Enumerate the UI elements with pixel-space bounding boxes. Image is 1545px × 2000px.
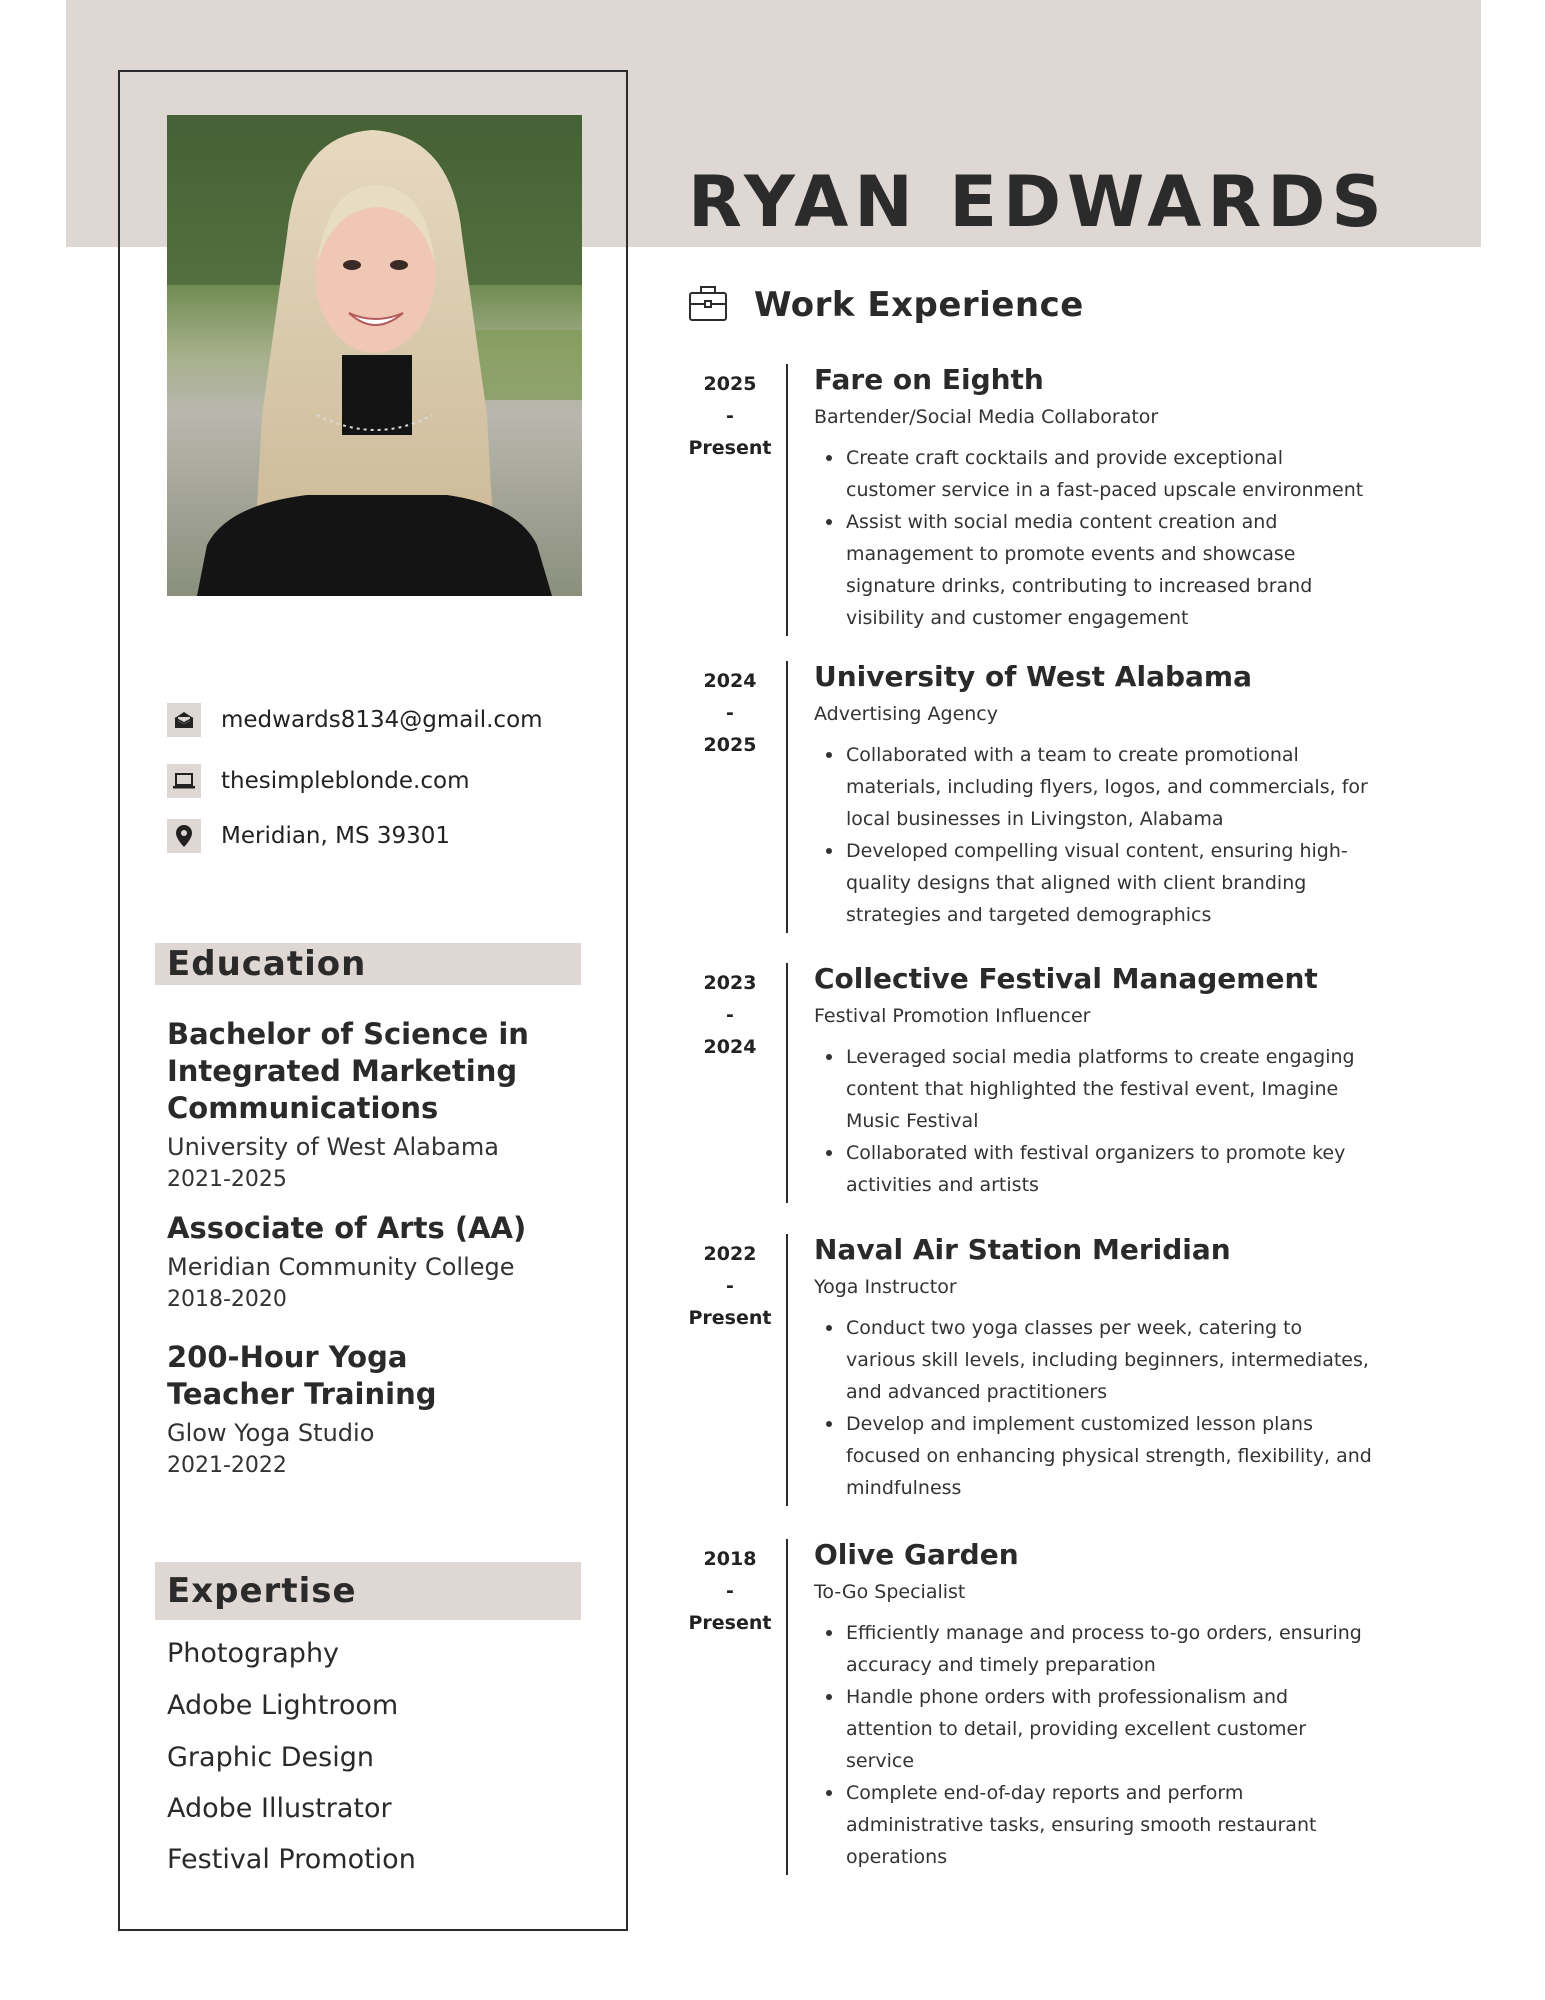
job-bullet: Develop and implement customized lesson plans focused on enhancing physical strength, flexibility, and mindfulness — [846, 1408, 1374, 1504]
education-item — [167, 1210, 587, 1315]
job-bullets — [814, 739, 1374, 931]
expertise-item: Adobe Lightroom — [167, 1690, 399, 1721]
job-body — [814, 659, 1374, 931]
candidate-name: RYAN EDWARDS — [688, 161, 1388, 243]
contact-website[interactable]: thesimpleblonde.com — [221, 768, 470, 794]
job-dates — [680, 967, 780, 1063]
education-degree: Bachelor of Science in Integrated Marketing Communications — [167, 1017, 529, 1125]
job-bullet: Collaborated with festival organizers to promote key activities and artists — [846, 1137, 1374, 1201]
job-body — [814, 1537, 1374, 1873]
job-bullets — [814, 442, 1374, 634]
job-company: University of West Alabama — [814, 660, 1252, 693]
education-years: 2021-2022 — [167, 1453, 287, 1478]
job-end: 2025 — [703, 734, 757, 756]
job-bullet: Collaborated with a team to create promotional materials, including flyers, logos, and commercials, for local businesses in Livingston, Alabama — [846, 739, 1374, 835]
job-bullet: Complete end-of-day reports and perform administrative tasks, ensuring smooth restaurant operations — [846, 1777, 1374, 1873]
education-years: 2021-2025 — [167, 1167, 287, 1192]
timeline-rule — [786, 661, 788, 933]
expertise-item: Adobe Illustrator — [167, 1793, 392, 1824]
job-start: 2025 — [703, 373, 757, 395]
job-entry — [680, 659, 1370, 931]
job-bullets — [814, 1041, 1374, 1201]
portrait-photo — [167, 115, 582, 596]
job-entry — [680, 1232, 1370, 1504]
expertise-item: Festival Promotion — [167, 1844, 416, 1875]
laptop-icon — [167, 764, 201, 798]
timeline-rule — [786, 1539, 788, 1875]
job-bullet: Leveraged social media platforms to create engaging content that highlighted the festival event, Imagine Music Festival — [846, 1041, 1374, 1137]
job-dates — [680, 665, 780, 761]
job-end: Present — [688, 1307, 772, 1329]
job-company: Collective Festival Management — [814, 962, 1318, 995]
job-separator: - — [726, 702, 734, 724]
envelope-icon — [167, 703, 201, 737]
job-role: Festival Promotion Influencer — [814, 1005, 1091, 1027]
expertise-item: Graphic Design — [167, 1742, 374, 1773]
job-bullet: Conduct two yoga classes per week, catering to various skill levels, including beginners, intermediates, and advanced practitioners — [846, 1312, 1374, 1408]
education-school: University of West Alabama — [167, 1133, 499, 1161]
education-heading: Education — [155, 943, 581, 985]
job-end: Present — [688, 437, 772, 459]
job-bullets — [814, 1312, 1374, 1504]
job-start: 2023 — [703, 972, 757, 994]
job-bullet: Handle phone orders with professionalism and attention to detail, providing excellent customer service — [846, 1681, 1374, 1777]
work-experience-heading — [688, 283, 1084, 327]
job-entry — [680, 362, 1370, 634]
job-dates — [680, 1238, 780, 1334]
timeline-rule — [786, 364, 788, 636]
education-item — [167, 1016, 587, 1195]
job-bullet: Developed compelling visual content, ensuring high-quality designs that aligned with client branding strategies and targeted demographics — [846, 835, 1374, 931]
location-pin-icon — [167, 819, 201, 853]
job-dates — [680, 1543, 780, 1639]
job-bullets — [814, 1617, 1374, 1873]
job-body — [814, 961, 1374, 1201]
job-company: Olive Garden — [814, 1538, 1019, 1571]
job-role: Advertising Agency — [814, 703, 998, 725]
job-start: 2022 — [703, 1243, 757, 1265]
job-entry — [680, 1537, 1370, 1873]
job-role: Bartender/Social Media Collaborator — [814, 406, 1159, 428]
education-school: Glow Yoga Studio — [167, 1419, 375, 1447]
expertise-item: Photography — [167, 1638, 340, 1669]
education-item — [167, 1339, 467, 1481]
job-end: Present — [688, 1612, 772, 1634]
job-separator: - — [726, 1275, 734, 1297]
contact-email[interactable]: medwards8134@gmail.com — [221, 707, 543, 733]
job-separator: - — [726, 1580, 734, 1602]
job-role: To-Go Specialist — [814, 1581, 966, 1603]
job-dates — [680, 368, 780, 464]
job-body — [814, 1232, 1374, 1504]
job-entry — [680, 961, 1370, 1201]
job-body — [814, 362, 1374, 634]
education-degree: 200-Hour Yoga Teacher Training — [167, 1340, 437, 1411]
job-separator: - — [726, 405, 734, 427]
job-company: Fare on Eighth — [814, 363, 1044, 396]
job-bullet: Efficiently manage and process to-go orders, ensuring accuracy and timely preparation — [846, 1617, 1374, 1681]
contact-email-row — [167, 703, 543, 737]
contact-website-row — [167, 764, 470, 798]
expertise-heading: Expertise — [155, 1562, 581, 1620]
job-company: Naval Air Station Meridian — [814, 1233, 1231, 1266]
job-bullet: Assist with social media content creation and management to promote events and showcase signature drinks, contributing to increased brand visibility and customer engagement — [846, 506, 1374, 634]
education-years: 2018-2020 — [167, 1287, 287, 1312]
contact-location: Meridian, MS 39301 — [221, 823, 451, 849]
work-experience-title: Work Experience — [754, 285, 1084, 325]
education-school: Meridian Community College — [167, 1253, 515, 1281]
timeline-rule — [786, 963, 788, 1203]
job-bullet: Create craft cocktails and provide exceptional customer service in a fast-paced upscale environment — [846, 442, 1374, 506]
job-role: Yoga Instructor — [814, 1276, 957, 1298]
job-end: 2024 — [703, 1036, 757, 1058]
job-start: 2024 — [703, 670, 757, 692]
contact-location-row — [167, 819, 450, 853]
briefcase-icon — [688, 283, 728, 327]
timeline-rule — [786, 1234, 788, 1506]
job-start: 2018 — [703, 1548, 757, 1570]
job-separator: - — [726, 1004, 734, 1026]
education-degree: Associate of Arts (AA) — [167, 1211, 527, 1245]
